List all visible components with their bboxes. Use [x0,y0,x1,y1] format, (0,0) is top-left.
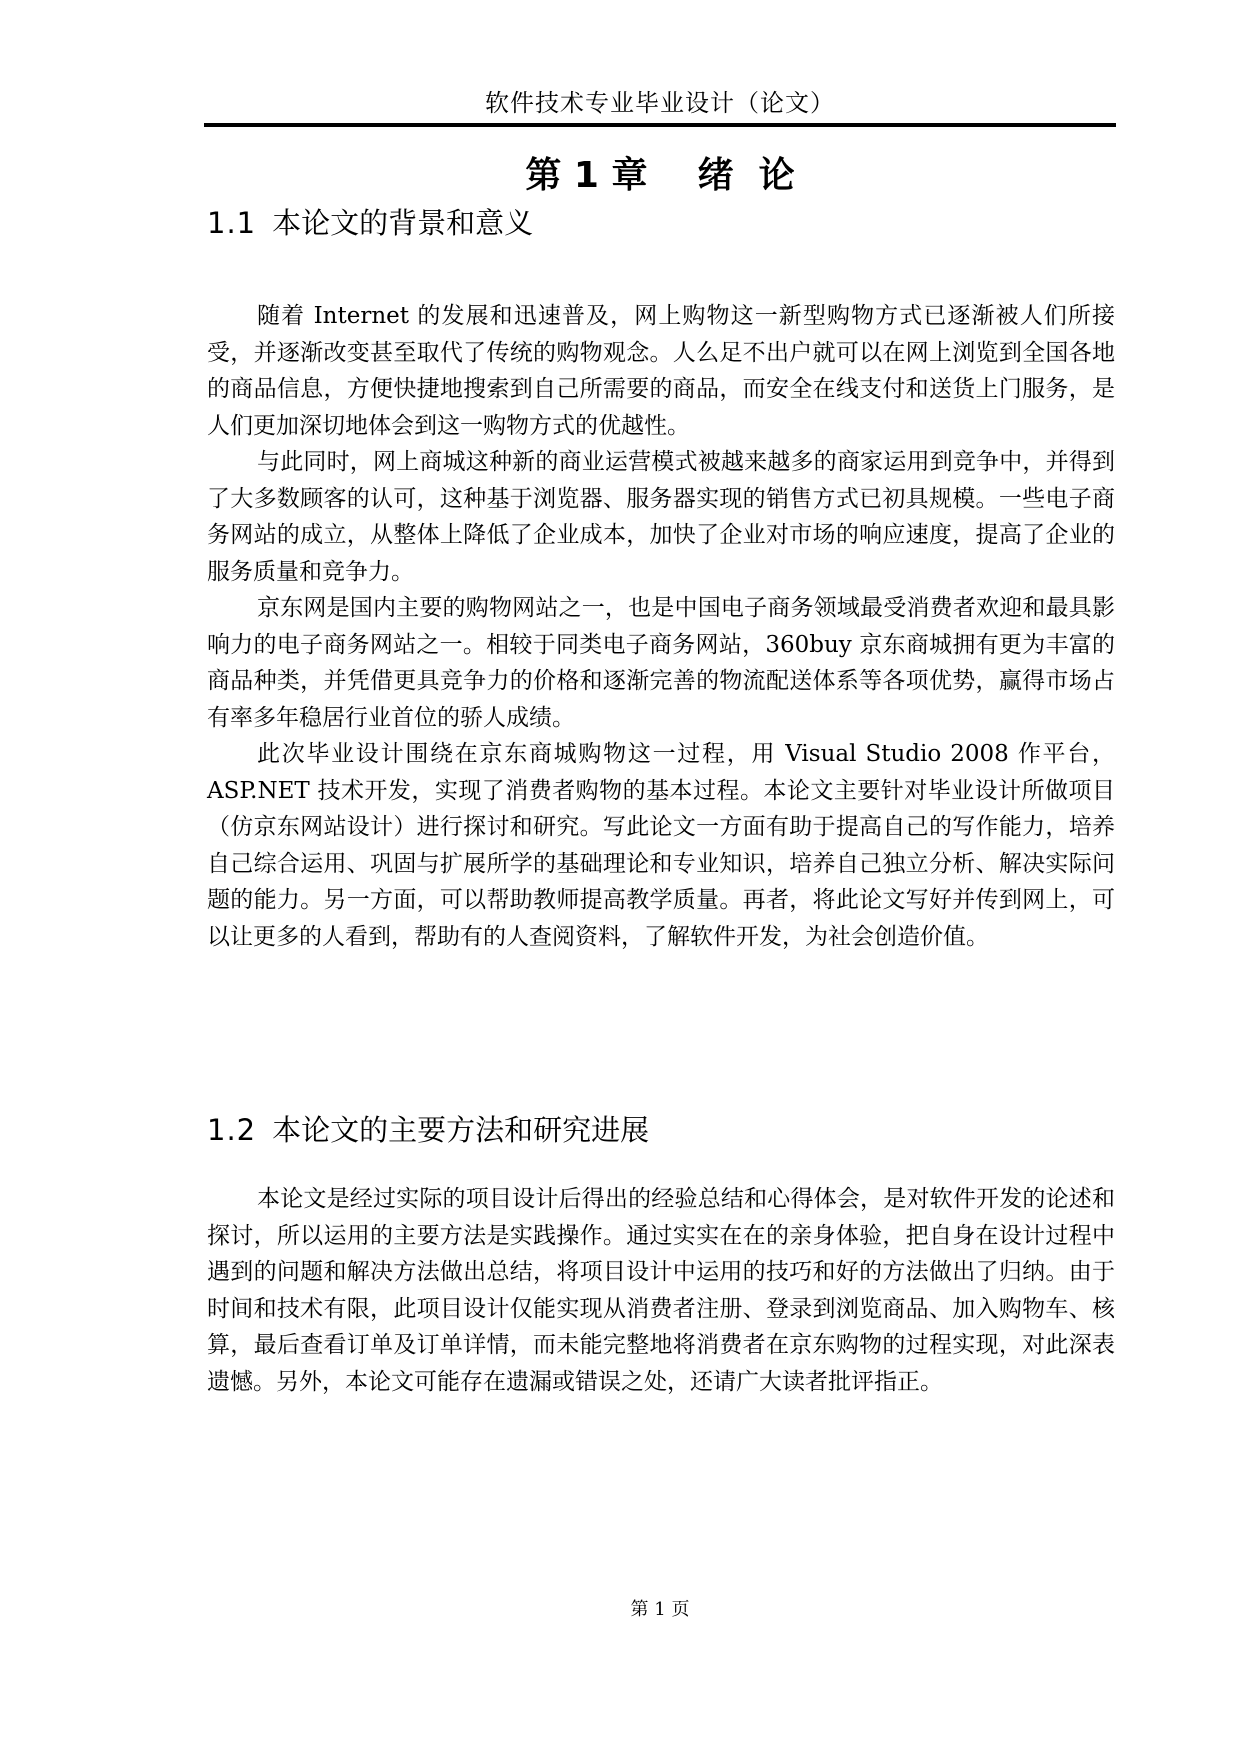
section-title: 本论文的背景和意义 [272,206,534,240]
running-header: 软件技术专业毕业设计（论文） [485,89,835,117]
section-number: 1.2 [207,1113,257,1147]
section-heading-1-2 [207,1110,649,1150]
paragraph: 随着 Internet 的发展和迅速普及，网上购物这一新型购物方式已逐渐被人们所接受，并逐渐改变甚至取代了传统的购物观念。人么足不出户就可以在网上浏览到全国各地的商品信息，方便快捷地搜索到自己所需要的商品，而安全在线支付和送货上门服务，是人们更加深切地体会到这一购物方式的优越性。 [207,303,1115,439]
section-number: 1.1 [207,206,257,240]
chapter-title: 第 1 章 绪 论 [525,155,795,196]
section-heading-1-1 [207,203,533,243]
section-title: 本论文的主要方法和研究进展 [272,1113,650,1147]
page-number: 第 1 页 [630,1599,690,1620]
paragraph: 与此同时，网上商城这种新的商业运营模式被越来越多的商家运用到竞争中，并得到了大多数顾客的认可，这种基于浏览器、服务器实现的销售方式已初具规模。一些电子商务网站的成立，从整体上降低了企业成本，加快了企业对市场的响应速度，提高了企业的服务质量和竞争力。 [207,449,1115,585]
header-rule [204,123,1116,127]
paragraph: 京东网是国内主要的购物网站之一，也是中国电子商务领域最受消费者欢迎和最具影响力的电子商务网站之一。相较于同类电子商务网站，360buy 京东商城拥有更为丰富的商品种类，并凭借更具竞争力的价格和逐渐完善的物流配送体系等各项优势，赢得市场占有率多年稳居行业首位的骄人成绩。 [207,595,1115,731]
section-1-2-body [207,1181,1115,1400]
paragraph: 本论文是经过实际的项目设计后得出的经验总结和心得体会，是对软件开发的论述和探讨，所以运用的主要方法是实践操作。通过实实在在的亲身体验，把自身在设计过程中遇到的问题和解决方法做出总结，将项目设计中运用的技巧和好的方法做出了归纳。由于时间和技术有限，此项目设计仅能实现从消费者注册、登录到浏览商品、加入购物车、核算，最后查看订单及订单详情，而未能完整地将消费者在京东购物的过程实现，对此深表遗憾。另外，本论文可能存在遗漏或错误之处，还请广大读者批评指正。 [207,1186,1115,1395]
paragraph: 此次毕业设计围绕在京东商城购物这一过程，用 Visual Studio 2008 作平台，ASP.NET 技术开发，实现了消费者购物的基本过程。本论文主要针对毕业设计所做项目（仿京东网站设计）进行探讨和研究。写此论文一方面有助于提高自己的写作能力，培养自己综合运用、巩固与扩展所学的基础理论和专业知识，培养自己独立分析、解决实际问题的能力。另一方面，可以帮助教师提高教学质量。再者，将此论文写好并传到网上，可以让更多的人看到，帮助有的人查阅资料，了解软件开发，为社会创造价值。 [207,741,1115,950]
section-1-1-body [207,298,1115,955]
